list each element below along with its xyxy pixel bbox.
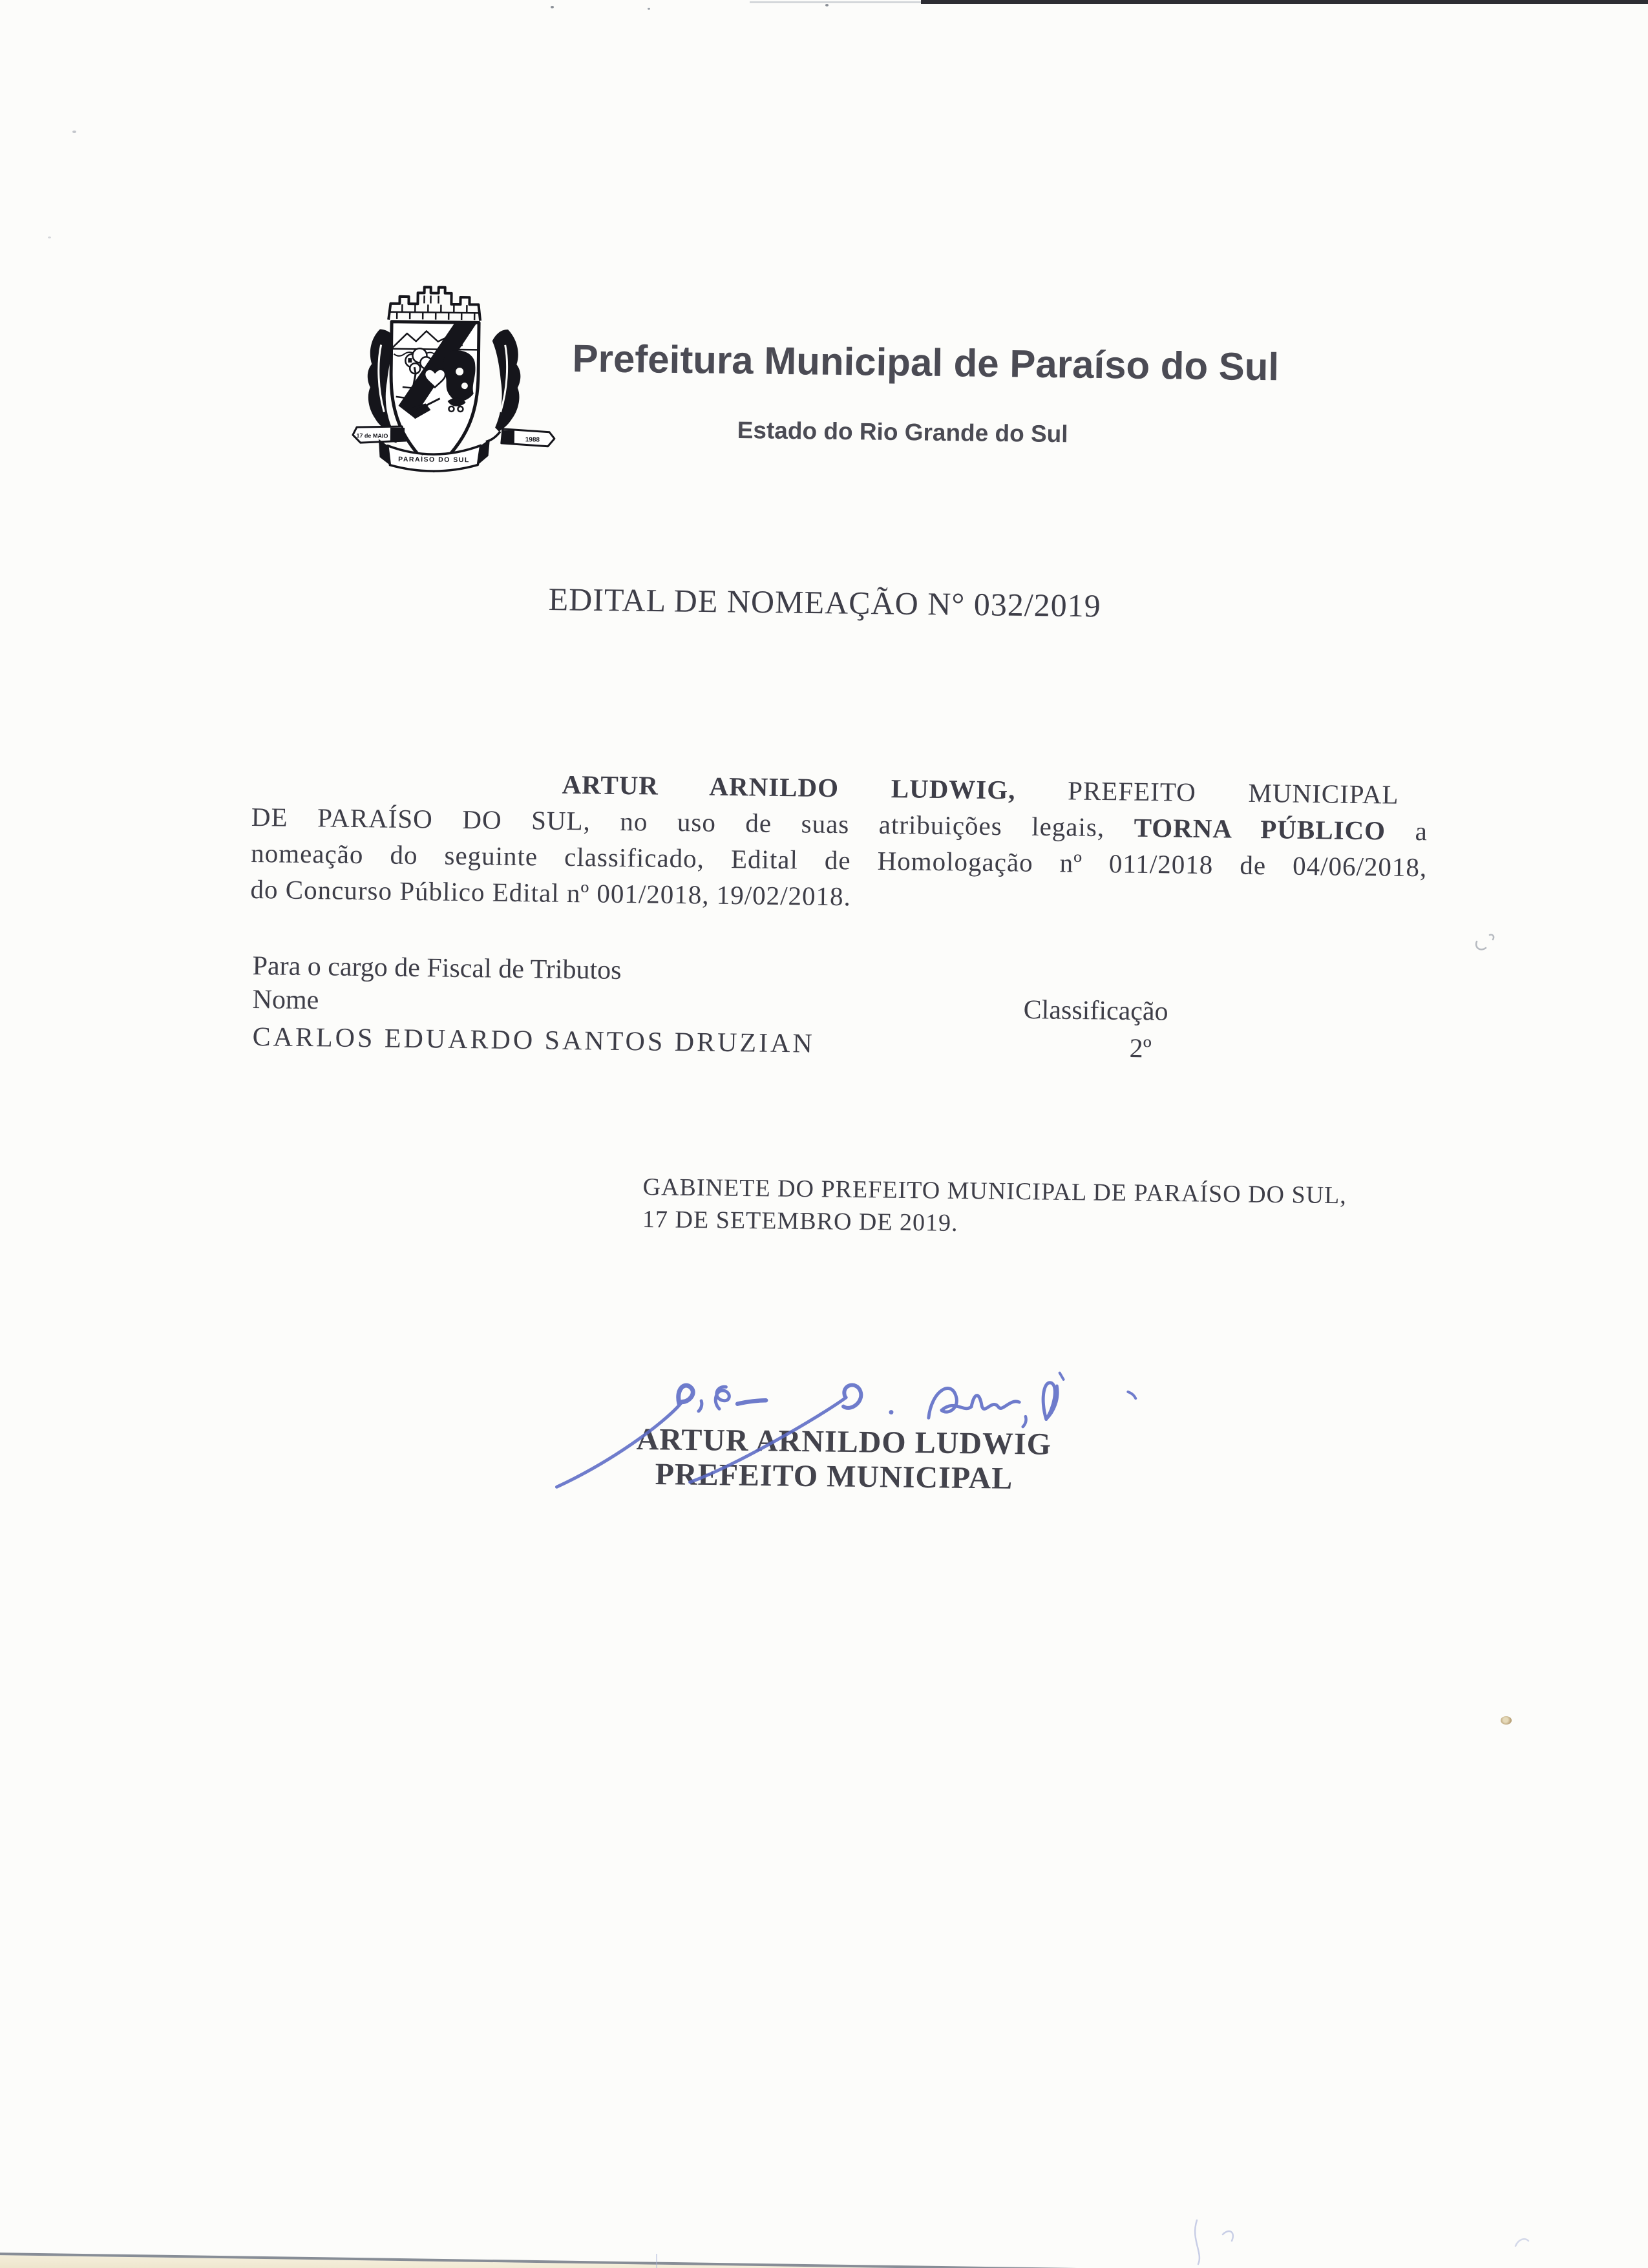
- scan-mark-blue-small: [1509, 2228, 1535, 2254]
- signature-ink: [541, 1354, 1163, 1517]
- signer-title: PREFEITO MUNICIPAL: [655, 1457, 1013, 1496]
- closing-line-2: 17 DE SETEMBRO DE 2019.: [642, 1205, 958, 1237]
- scan-speck: [48, 236, 51, 238]
- closing-block: [642, 1171, 1347, 1244]
- municipal-coat-of-arms: [350, 273, 560, 499]
- scan-speck: [72, 131, 76, 133]
- scan-speck: [825, 4, 829, 6]
- state-line: Estado do Rio Grande do Sul: [737, 417, 1068, 448]
- scan-mark-scribble: [1470, 927, 1509, 960]
- document-title: EDITAL DE NOMEAÇÃO N° 032/2019: [548, 580, 1102, 624]
- scan-speck: [648, 8, 650, 10]
- classification-value: 2º: [1129, 1033, 1152, 1064]
- name-label: Nome: [252, 984, 319, 1016]
- classification-label: Classificação: [1023, 994, 1168, 1027]
- body-paragraph: [250, 762, 1428, 921]
- body-line-3: nomeação do seguinte classificado, Edital de Homologação nº 011/2018 de 04/06/2018,: [251, 837, 1428, 883]
- org-name: Prefeitura Municipal de Paraíso do Sul: [572, 336, 1280, 389]
- scan-edge-top-fade: [750, 1, 921, 3]
- cargo-line: Para o cargo de Fiscal de Tributos: [252, 950, 622, 985]
- body-line-1-rest: PREFEITO MUNICIPAL: [1015, 775, 1399, 810]
- signer-name-inline: ARTUR ARNILDO LUDWIG,: [562, 769, 1016, 805]
- torna-publico-inline: TORNA PÚBLICO: [1134, 812, 1386, 846]
- signer-name: ARTUR ARNILDO LUDWIG: [636, 1422, 1052, 1462]
- body-line-4: do Concurso Público Edital nº 001/2018, 19/02/2018.: [250, 874, 852, 912]
- crown: [388, 287, 481, 321]
- motto-banner-text: PARAÍSO DO SUL: [398, 455, 470, 465]
- candidate-name: CARLOS EDUARDO SANTOS DRUZIAN: [252, 1022, 816, 1059]
- scan-edge-top: [921, 0, 1648, 4]
- closing-line-1: GABINETE DO PREFEITO MUNICIPAL DE PARAÍSO DO SUL,: [642, 1173, 1347, 1210]
- ribbon-right-text: 1988: [525, 436, 540, 444]
- ribbon-left-text: 17 de MAIO: [356, 432, 388, 439]
- scan-speck: [551, 6, 554, 8]
- scan-mark-blue-hair: [656, 2254, 657, 2268]
- body-line-2-post: a: [1385, 815, 1428, 846]
- scan-stain: [1501, 1716, 1512, 1725]
- body-line-2-pre: DE PARAÍSO DO SUL, no uso de suas atribuições legais,: [251, 801, 1134, 843]
- scan-mark-blue: [1183, 2215, 1267, 2268]
